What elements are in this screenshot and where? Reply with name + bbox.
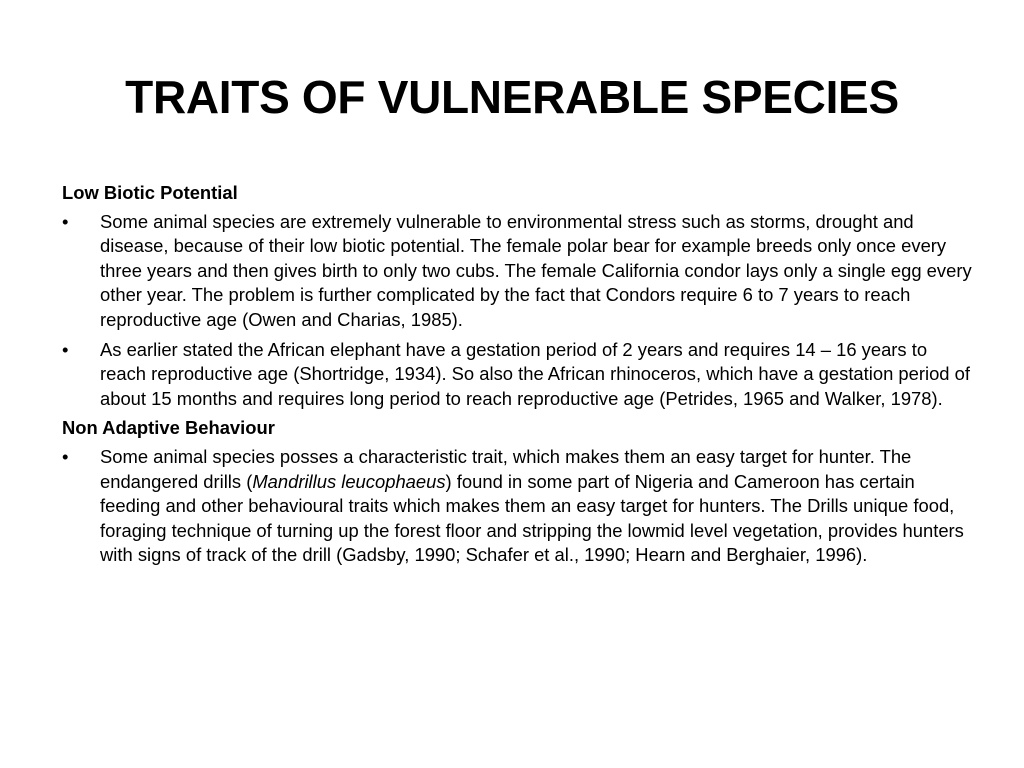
section-heading: Low Biotic Potential [62, 182, 238, 203]
bullet-list [62, 210, 972, 412]
bullet-icon: • [62, 338, 69, 360]
slide-title: TRAITS OF VULNERABLE SPECIES [125, 71, 899, 123]
bullet-text-part: Some animal species posses a characteristic trait, which makes them an easy target for hunter. The endangered drills ( [100, 445, 912, 492]
bullet-item [62, 445, 972, 568]
slide-body [62, 181, 972, 573]
bullet-list [62, 445, 972, 568]
bullet-text-part: ) found in some part of Nigeria and Cameroon has certain feeding and other behavioural traits which makes them an easy target for hunters. The Drills unique food, foraging technique of turning up the forest floor and stripping the lowmid level vegetation, provides hunters with signs of track of the drill (Gadsby, 1990; Schafer et al., 1990; Hearn and Berghaier, 1996). [100, 470, 964, 566]
bullet-text: Some animal species are extremely vulnerable to environmental stress such as storms, drought and disease, because of their low biotic potential. The female polar bear for example breeds only once every three years and then gives birth to only two cubs. The female California condor lays only a single egg every other year. The problem is further complicated by the fact that Condors require 6 to 7 years to reach reproductive age (Owen and Charias, 1985). [100, 210, 972, 330]
section-low-biotic-potential [62, 181, 972, 411]
section-heading: Non Adaptive Behaviour [62, 417, 275, 439]
bullet-text [100, 446, 964, 565]
bullet-icon: • [62, 445, 69, 467]
bullet-item [62, 338, 972, 412]
section-non-adaptive-behaviour [62, 416, 972, 568]
bullet-item [62, 210, 972, 333]
bullet-icon: • [62, 210, 69, 232]
species-name: Mandrillus leucophaeus [252, 470, 446, 492]
bullet-text: As earlier stated the African elephant have a gestation period of 2 years and requires 14 – 16 years to reach reproductive age (Shortridge, 1934). So also the African rhinoceros, which have a gestation period of about 15 months and requires long period to reach reproductive age (Petrides, 1965 and Walker, 1978). [100, 338, 970, 409]
